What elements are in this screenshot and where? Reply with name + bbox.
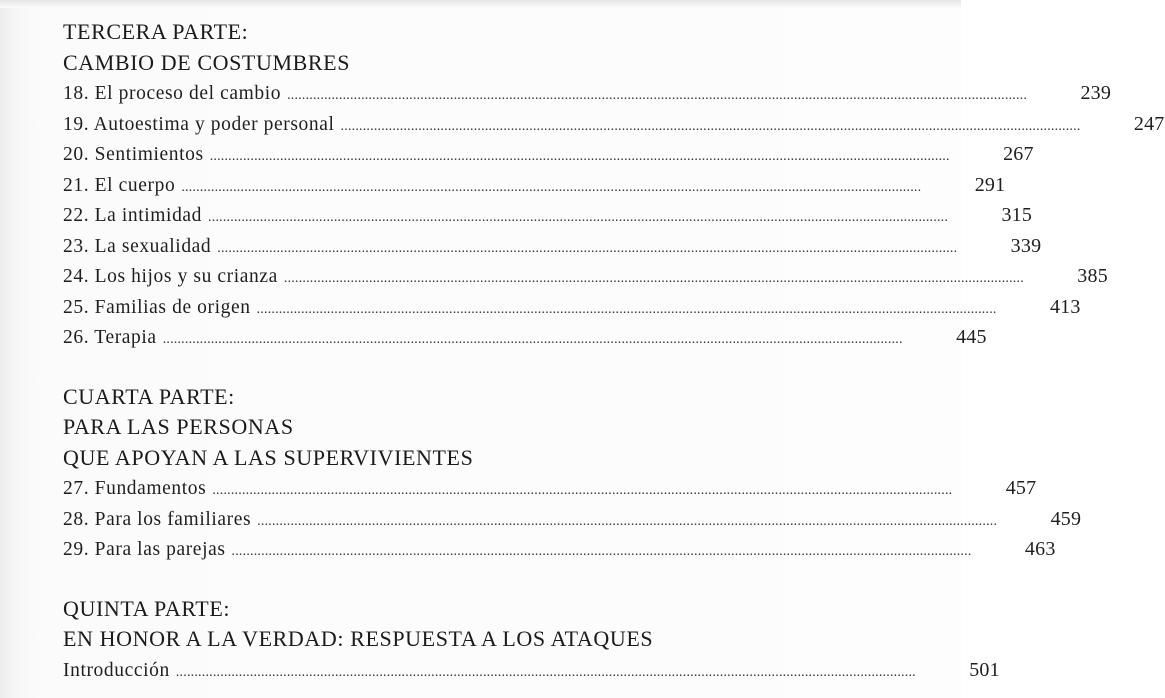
dot-leader: ........................................................................................................................................................................................................ xyxy=(257,513,998,529)
section-heading-line: TERCERA PARTE: xyxy=(63,19,249,44)
toc-entry xyxy=(63,473,1037,504)
toc-entry-page: 457 xyxy=(1005,477,1037,499)
section-heading-line: CAMBIO DE COSTUMBRES xyxy=(63,49,351,75)
dot-leader: ........................................................................................................................................................................................................ xyxy=(231,544,972,559)
dot-leader: ........................................................................................................................................................................................................ xyxy=(209,149,950,164)
section-heading-line: EN HONOR A LA VERDAD: RESPUESTA A LOS ATAQUES xyxy=(63,626,654,651)
toc-entry-title: 26. Terapia xyxy=(63,327,157,348)
toc-entry-page: 291 xyxy=(974,173,1006,196)
section-heading-line: QUINTA PARTE: xyxy=(63,595,231,621)
toc-entry-title: 25. Familias de origen xyxy=(63,296,251,318)
dot-leader: ........................................................................................................................................................................................................ xyxy=(162,332,903,347)
dot-leader: ........................................................................................................................................................................................................ xyxy=(181,179,922,195)
table-of-contents xyxy=(63,17,1165,685)
toc-entry-page: 445 xyxy=(956,326,987,348)
toc-entry xyxy=(63,504,1082,535)
dot-leader: ........................................................................................................................................................................................................ xyxy=(175,664,916,680)
toc-entry-title: 21. El cuerpo xyxy=(63,174,176,196)
toc-entry-title: 24. Los hijos y su crianza xyxy=(63,266,278,287)
dot-leader: ........................................................................................................................................................................................................ xyxy=(287,88,1028,103)
dot-leader: ........................................................................................................................................................................................................ xyxy=(208,210,949,225)
toc-entry-page: 267 xyxy=(1003,143,1034,165)
section-heading-line: CUARTA PARTE: xyxy=(63,383,235,409)
toc-entry xyxy=(63,231,1042,262)
toc-entry xyxy=(63,534,1056,565)
toc-entry-page: 459 xyxy=(1050,507,1082,530)
toc-entry-title: 23. La sexualidad xyxy=(63,235,212,257)
toc-section-quinta-parte xyxy=(63,594,1000,686)
dot-leader: ........................................................................................................................................................................................................ xyxy=(212,483,953,498)
toc-entry-page: 239 xyxy=(1080,82,1112,104)
toc-entry-page: 385 xyxy=(1077,265,1108,287)
toc-entry-title: 19. Autoestima y poder personal xyxy=(63,113,335,135)
toc-entry-title: 29. Para las parejas xyxy=(63,539,226,560)
toc-entry xyxy=(63,322,987,353)
toc-entry-title: 20. Sentimientos xyxy=(63,144,204,165)
toc-entry-title: 27. Fundamentos xyxy=(63,478,207,499)
toc-section-cuarta-parte xyxy=(63,382,1082,565)
toc-entry-title: 28. Para los familiares xyxy=(63,508,252,530)
toc-entry xyxy=(63,78,1112,109)
toc-entry xyxy=(63,292,1081,323)
toc-entry-title: 22. La intimidad xyxy=(63,205,203,226)
toc-section-tercera-parte xyxy=(63,17,1165,353)
toc-entry xyxy=(63,170,1006,201)
page-top-edge xyxy=(0,0,961,8)
dot-leader: ........................................................................................................................................................................................................ xyxy=(283,271,1024,286)
toc-entry-page: 463 xyxy=(1024,538,1056,560)
toc-entry xyxy=(63,261,1108,292)
dot-leader: ........................................................................................................................................................................................................ xyxy=(256,301,997,317)
toc-entry xyxy=(63,200,1033,231)
toc-entry-title: Introducción xyxy=(63,659,170,681)
toc-entry-page: 315 xyxy=(1001,204,1033,226)
toc-entry-page: 247 xyxy=(1133,112,1165,135)
section-heading-line: PARA LAS PERSONAS xyxy=(63,414,294,439)
toc-entry-page: 339 xyxy=(1010,234,1042,257)
toc-entry-title: 18. El proceso del cambio xyxy=(63,83,282,104)
dot-leader: ........................................................................................................................................................................................................ xyxy=(340,118,1081,134)
section-heading-line: QUE APOYAN A LAS SUPERVIVIENTES xyxy=(63,444,474,470)
dot-leader: ........................................................................................................................................................................................................ xyxy=(217,240,958,256)
toc-entry xyxy=(63,139,1034,170)
toc-entry-page: 413 xyxy=(1049,295,1081,318)
toc-entry-page: 501 xyxy=(969,658,1000,681)
toc-entry xyxy=(63,109,1165,140)
toc-entry xyxy=(63,655,1000,686)
